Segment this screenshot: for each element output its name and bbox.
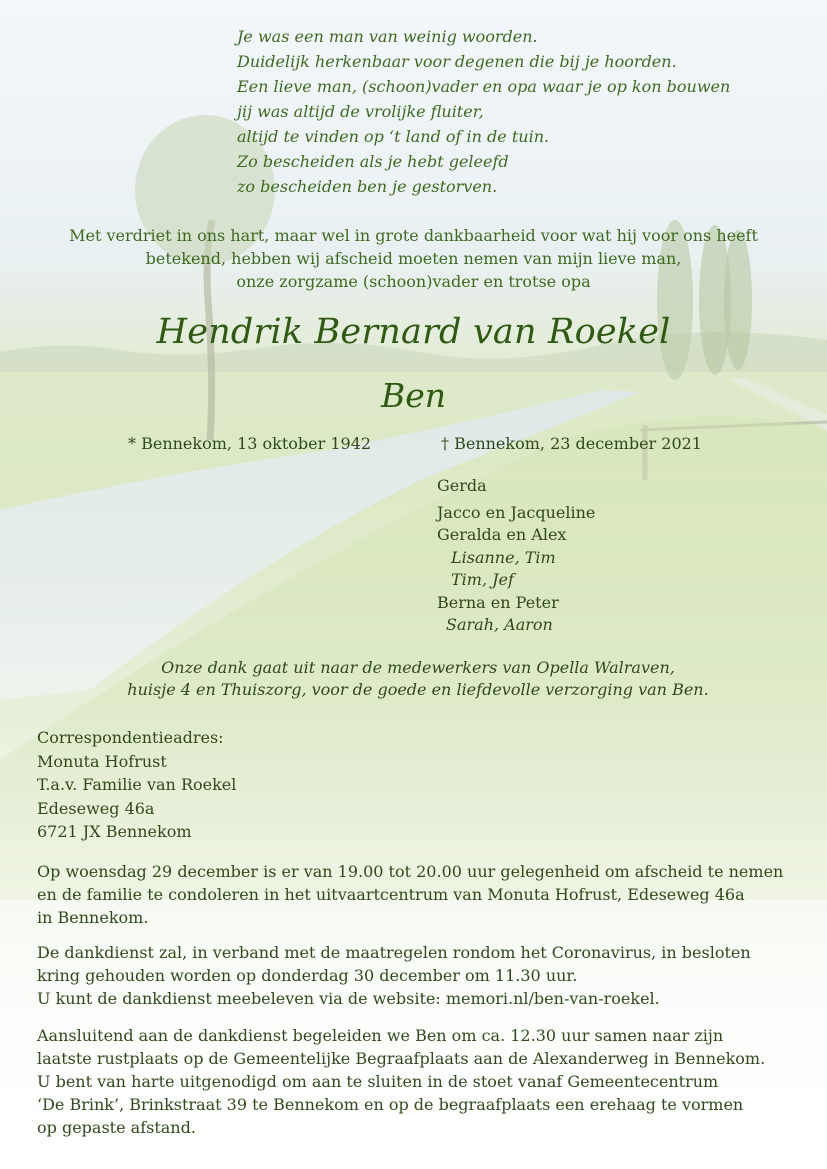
intro-line: Met verdriet in ons hart, maar wel in grote dankbaarheid voor wat hij voor ons heeft [69,226,758,245]
poem-line: Een lieve man, (schoon)vader en opa waar je op kon bouwen [237,77,731,96]
intro-line: betekend, hebben wij afscheid moeten nemen van mijn lieve man, [145,249,682,268]
paragraph-line: op gepaste afstand. [37,1118,196,1137]
child-name: Jacco en Jacqueline [437,502,596,522]
correspondence-address [37,726,236,844]
grandchildren-names: Sarah, Aaron [446,615,553,634]
paragraph-line: en de familie te condoleren in het uitvaartcentrum van Monuta Hofrust, Edeseweg 46a [37,885,745,904]
address-line: 6721 JX Bennekom [37,822,192,841]
poem [237,24,797,199]
thanks-line: Onze dank gaat uit naar de medewerkers van Opella Walraven, [161,658,675,677]
paragraph-line: U bent van harte uitgenodigd om aan te sluiten in de stoet vanaf Gemeentecentrum [37,1072,719,1091]
address-line: Correspondentieadres: [37,728,224,747]
poem-line: zo bescheiden ben je gestorven. [237,177,498,196]
family-list [437,475,595,637]
grandchildren-names: Lisanne, Tim [451,547,556,567]
deceased-call-name: Ben [380,376,447,415]
child-name: Geralda en Alex [437,525,567,544]
address-line: Monuta Hofrust [37,751,167,771]
poem-line: jij was altijd de vrolijke fluiter, [237,102,484,121]
address-line: Edeseweg 46a [37,798,155,818]
address-line: T.a.v. Familie van Roekel [37,775,237,794]
thanks-line: huisje 4 en Thuiszorg, voor de goede en liefdevolle verzorging van Ben. [127,680,709,699]
burial-paragraph [37,1024,765,1139]
paragraph-line: Op woensdag 29 december is er van 19.00 tot 20.00 uur gelegenheid om afscheid te nemen [37,862,784,881]
poem-line: Je was een man van weinig woorden. [237,27,538,46]
paragraph-line: Aansluitend aan de dankdienst begeleiden we Ben om ca. 12.30 uur samen naar zijn [37,1026,724,1045]
poem-line: Zo bescheiden als je hebt geleefd [237,152,509,171]
grandchildren-names: Tim, Jef [451,570,514,589]
service-paragraph [37,941,751,1010]
deceased-full-name: Hendrik Bernard van Roekel [156,312,671,352]
paragraph-line: laatste rustplaats op de Gemeentelijke Begraafplaats aan de Alexanderweg in Bennekom. [37,1049,766,1068]
death-date: † Bennekom, 23 december 2021 [441,434,702,453]
paragraph-line: in Bennekom. [37,908,149,927]
paragraph-line: U kunt de dankdienst meebeleven via de website: memori.nl/ben-van-roekel. [37,989,660,1008]
condolence-paragraph [37,860,783,929]
poem-line: Duidelijk herkenbaar voor degenen die bij je hoorden. [237,52,677,71]
spouse-name: Gerda [437,476,487,495]
birth-date: * Bennekom, 13 oktober 1942 [128,434,372,453]
intro-text [40,224,787,293]
paragraph-line: ‘De Brink’, Brinkstraat 39 te Bennekom en op de begraafplaats een erehaag te vormen [37,1095,744,1114]
poem-line: altijd te vinden op ‘t land of in de tuin. [237,127,550,146]
thanks-text [0,657,827,701]
paragraph-line: kring gehouden worden op donderdag 30 december om 11.30 uur. [37,966,578,985]
paragraph-line: De dankdienst zal, in verband met de maatregelen rondom het Coronavirus, in besloten [37,943,751,962]
child-name: Berna en Peter [437,592,559,612]
intro-line: onze zorgzame (schoon)vader en trotse opa [236,272,591,291]
